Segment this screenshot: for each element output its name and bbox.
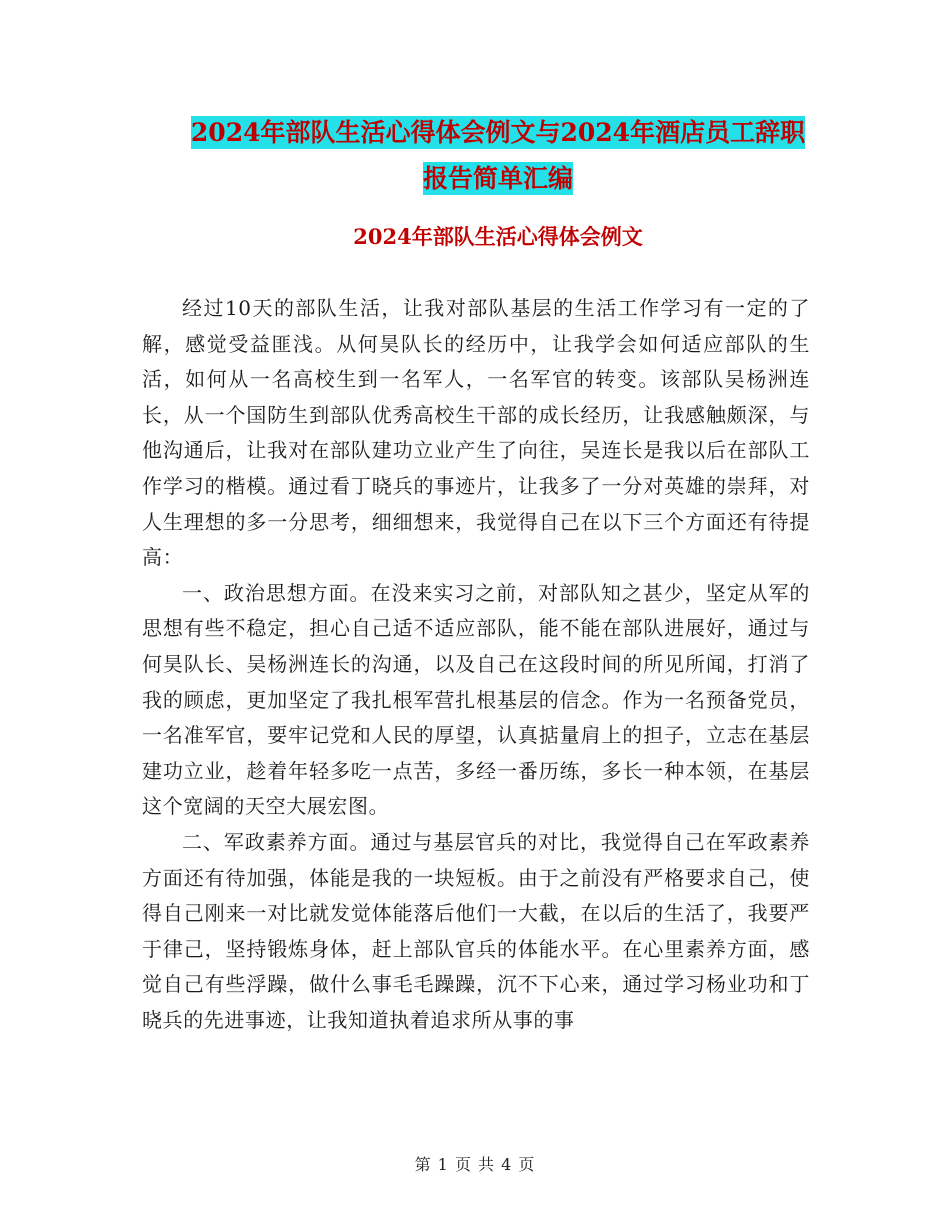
paragraph: 一、政治思想方面。在没来实习之前，对部队知之甚少，坚定从军的思想有些不稳定，担心自己适不适应部队，能不能在部队进展好，通过与何昊队长、吴杨洲连长的沟通，以及自己在这段时间的所见所闻，打消了我的顾虑，更加坚定了我扎根军营扎根基层的信念。作为一名预备党员，一名准军官，要牢记党和人民的厚望，认真掂量肩上的担子，立志在基层建功立业，趁着年轻多吃一点苦，多经一番历练，多长一种本领，在基层这个宽阔的天空大展宏图。 — [142, 580, 810, 819]
section-title: 2024年部队生活心得体会例文 — [353, 224, 643, 249]
paragraph: 二、军政素养方面。通过与基层官兵的对比，我觉得自己在军政素养方面还有待加强，体能是我的一块短板。由于之前没有严格要求自己，使得自己刚来一对比就发觉体能落后他们一大截，在以后的生活了，我要严于律己，坚持锻炼身体，赶上部队官兵的体能水平。在心里素养方面，感觉自己有些浮躁，做什么事毛毛躁躁，沉不下心来，通过学习杨业功和丁晓兵的先进事迹，让我知道执着追求所从事的事 — [142, 829, 810, 1032]
page-footer: 第 1 页 共 4 页 — [414, 1155, 536, 1174]
document-title-line1: 2024年部队生活心得体会例文与2024年酒店员工辞职 — [190, 118, 806, 147]
document-title-line2: 报告简单汇编 — [422, 164, 573, 193]
paragraph: 经过10天的部队生活，让我对部队基层的生活工作学习有一定的了解，感觉受益匪浅。从何昊队长的经历中，让我学会如何适应部队的生活，如何从一名高校生到一名军人，一名军官的转变。该部队吴杨洲连长，从一个国防生到部队优秀高校生干部的成长经历，让我感触颇深，与他沟通后，让我对在部队建功立业产生了向往，吴连长是我以后在部队工作学习的楷模。通过看丁晓兵的事迹片，让我多了一分对英雄的崇拜，对人生理想的多一分思考，细细想来，我觉得自己在以下三个方面还有待提高： — [142, 296, 810, 570]
document-title — [140, 110, 856, 202]
document-body — [142, 291, 810, 1038]
